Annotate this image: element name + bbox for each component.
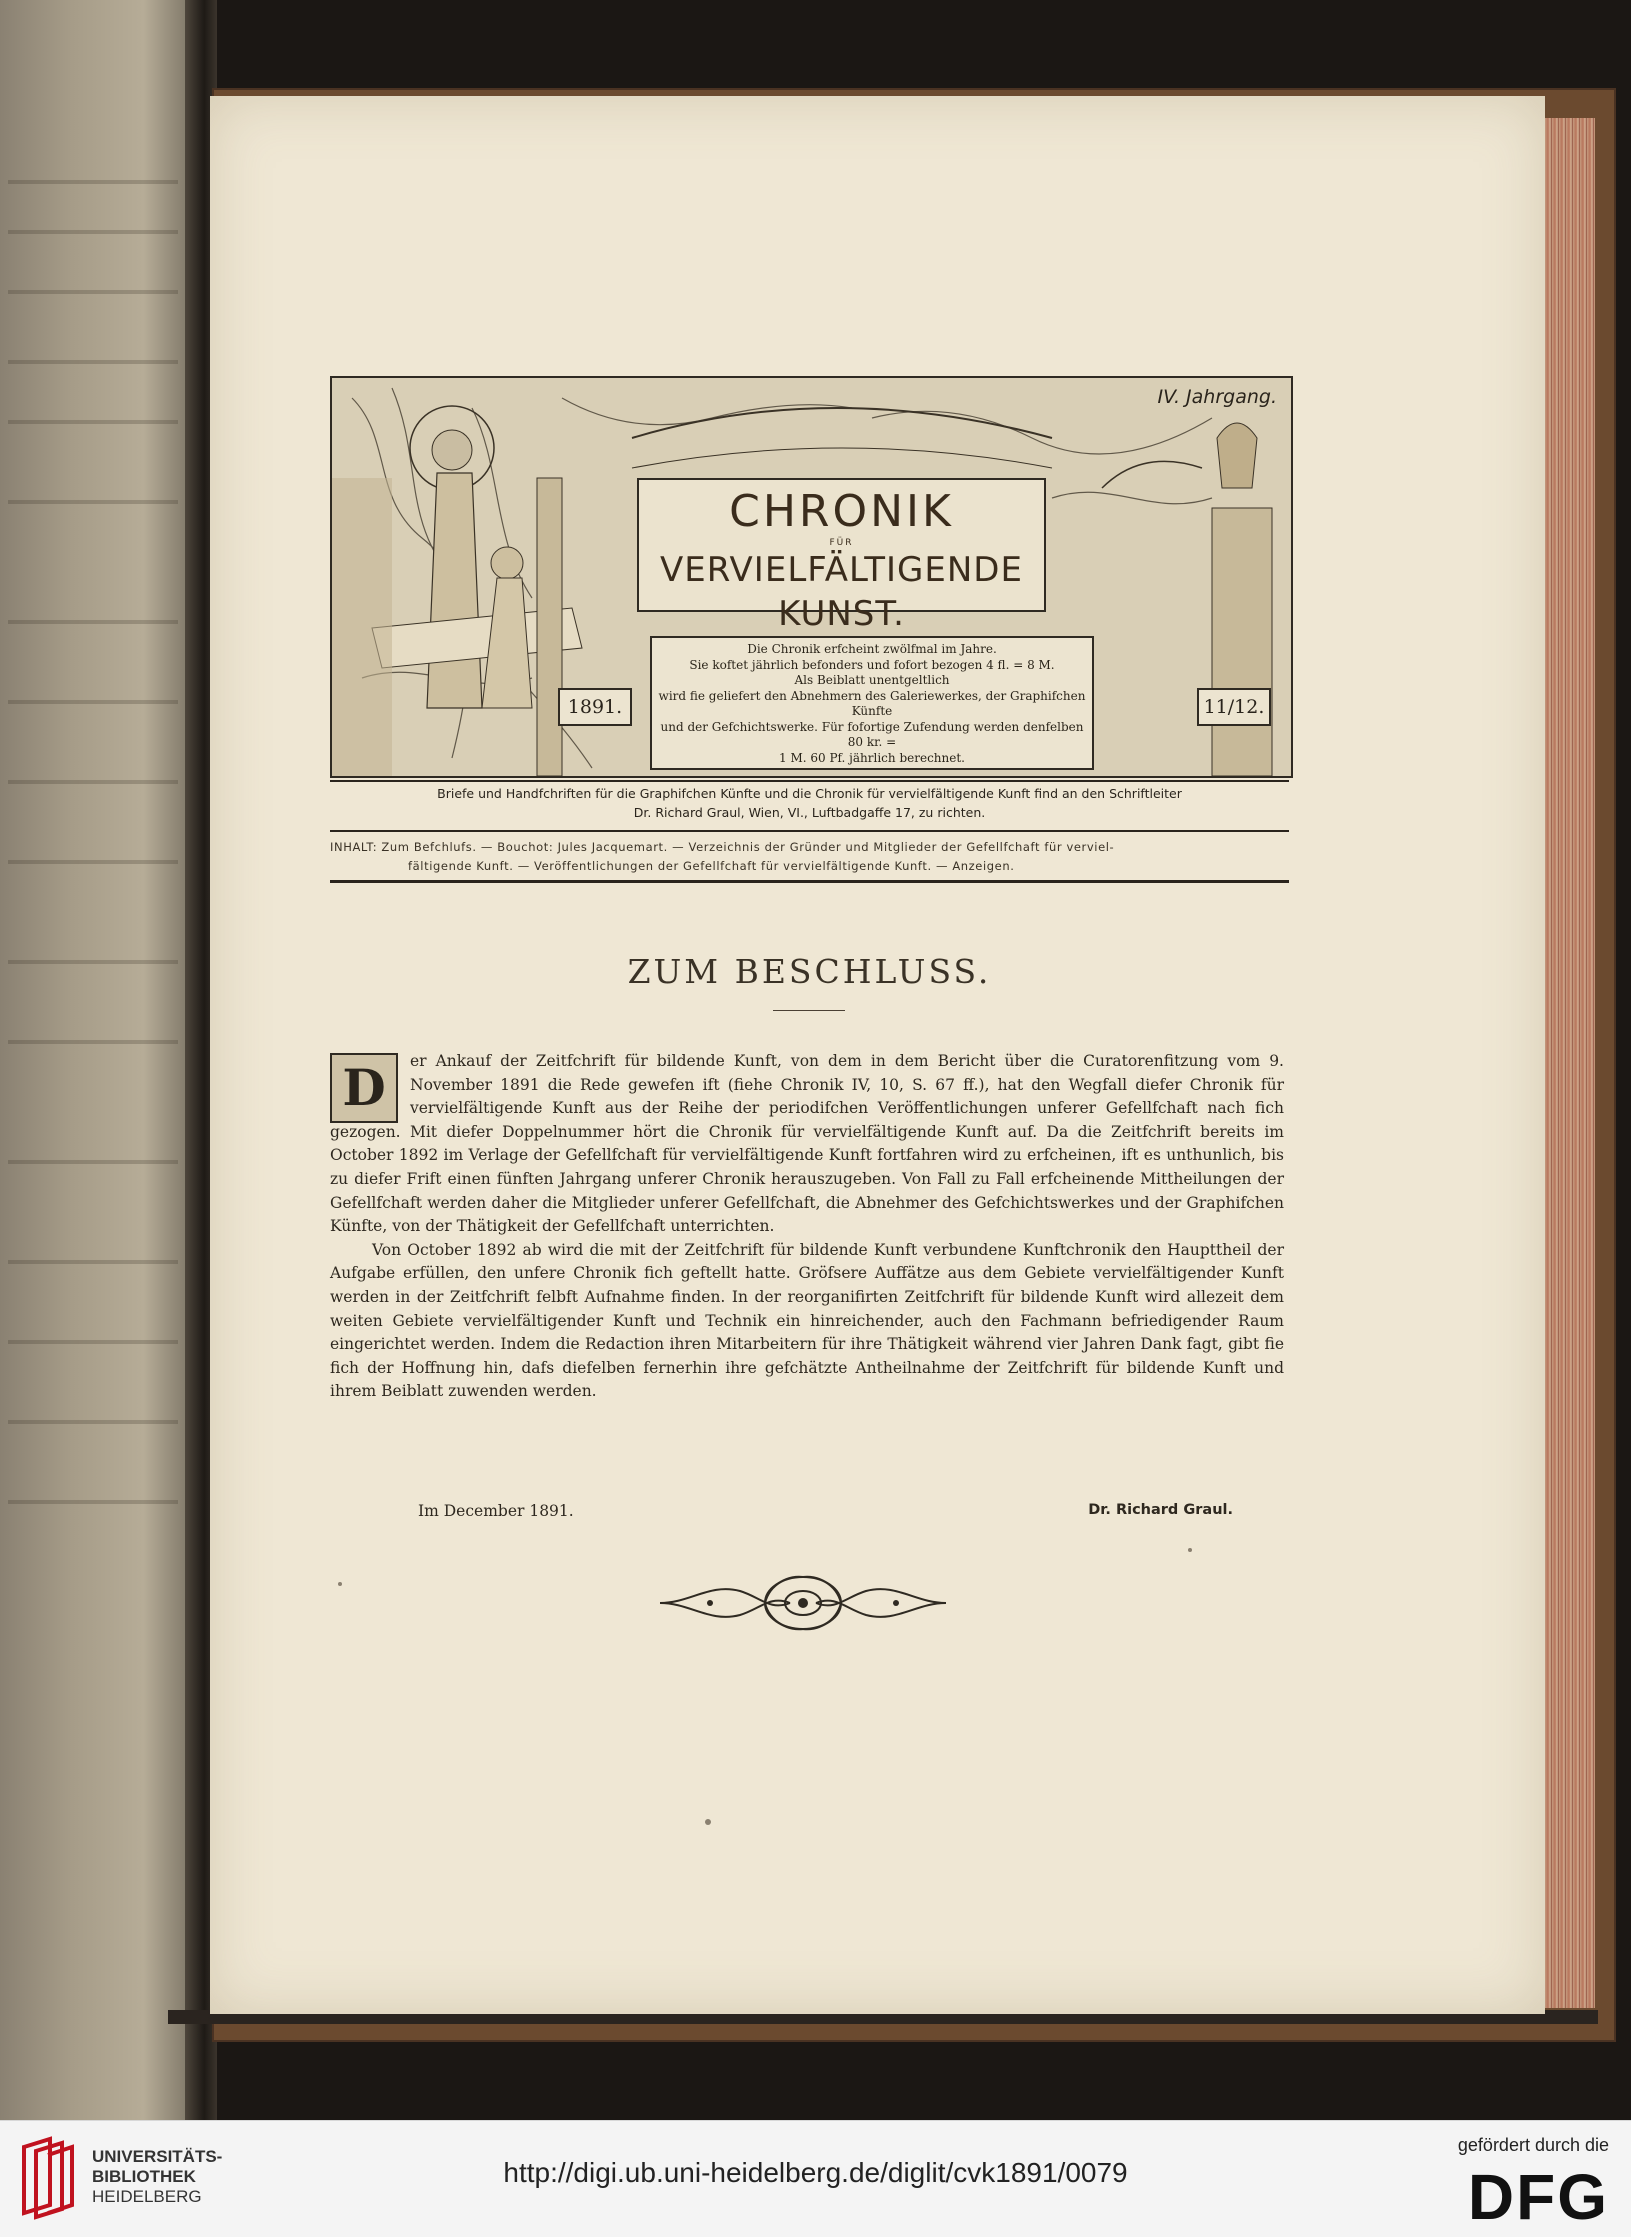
drop-cap: D [330,1053,398,1123]
dfg-logo: DFG [1467,2161,1609,2233]
masthead-title-box [637,478,1046,634]
paragraph: Von October 1892 ab wird die mit der Zeitfchrift für bildende Kunft verbundene Kunftchronik den Haupttheil der Aufgabe erfüllen, den unfere Chronik fich geftellt hatte. Gröfsere Auffätze aus dem Gebiete vervielfältigender Kunft werden in der Zeitfchrift felbft Aufnahme finden. In der reorganifirten Zeitfchrift für bildende Kunft wird allezeit dem weiten Gebiete vervielfältigender Kunft und Technik ein hinreichender, auch den Fachmann befriedigender Raum eingerichtet werden. Indem die Redaction ihren Mitarbeitern für ihre Thätigkeit während vier Jahren Dank fagt, gibt fie fich der Hoffnung hin, dafs diefelben fernerhin ihre gefchätzte Antheilnahme der Zeitfchrift für bildende Kunft und ihrem Beiblatt zuwenden werden. [330,1240,1284,1401]
issue-cartouche: 11/12. [1197,688,1271,726]
paper-speck [338,1582,342,1586]
rule-line [330,880,1289,883]
info-line: und der Gefchichtswerke. Für fofortige Zufendung werden denfelben 80 kr. = [660,719,1084,749]
info-line: 1 M. 60 Pf. jährlich berechnet. [779,750,965,765]
correspondence-line: Dr. Richard Graul, Wien, VI., Luftbadgaffe 17, zu richten. [633,805,986,820]
rule-line [330,780,1289,782]
contents-line: INHALT: Zum Befchlufs. — Bouchot: Jules Jacquemart. — Verzeichnis der Gründer und Mitglieder der Gefellfchaft für verviel- [330,840,1115,854]
library-name-line: BIBLIOTHEK [92,2167,196,2186]
library-name-line: UNIVERSITÄTS- [92,2147,223,2166]
volume-label: IV. Jahrgang. [1157,386,1277,408]
page-edges [1545,118,1595,2008]
title-underline [773,1010,845,1011]
article-body [330,1050,1284,1404]
contents-line: fältigende Kunft. — Veröffentlichungen der Gefellfchaft für vervielfältigende Kunft. — Anzeigen. [408,859,1015,873]
permalink-url[interactable]: http://digi.ub.uni-heidelberg.de/diglit/cvk1891/0079 [503,2157,1128,2188]
masthead-engraving [330,376,1293,778]
article-title: ZUM BESCHLUSS. [627,952,992,991]
correspondence-line: Briefe und Handfchriften für die Graphifchen Künfte und die Chronik für vervielfältigende Kunft find an den Schriftleiter [437,786,1182,801]
info-line: Die Chronik erfcheint zwölfmal im Jahre. [747,642,997,656]
info-line: Sie koftet jährlich befonders und fofort bezogen 4 fl. = 8 M. [689,657,1055,672]
subscription-info [650,636,1094,770]
paper-speck [705,1819,711,1825]
ornament-vignette-icon [650,1563,956,1643]
info-line: wird fie geliefert den Abnehmern des Galeriewerkes, der Graphifchen Künfte [658,688,1086,718]
paragraph [330,1050,1284,1239]
publication-title: CHRONIK [729,486,954,537]
left-page [0,0,205,2120]
author-signature: Dr. Richard Graul. [1088,1502,1233,1518]
footer-bar [0,2120,1631,2237]
info-line: Als Beiblatt unentgeltlich [794,673,950,687]
funding-note: gefördert durch die [1457,2135,1609,2155]
library-name-line: HEIDELBERG [92,2187,202,2206]
dateline: Im December 1891. [418,1502,574,1520]
year-cartouche: 1891. [558,688,632,726]
paragraph-text: er Ankauf der Zeitfchrift für bildende Kunft, von dem in dem Bericht über die Curatorenfitzung vom 9. November 1891 die Rede gewefen ift (fiehe Chronik IV, 10, S. 67 ff.), hat den Wegfall diefer Chronik für vervielfältigende Kunft aus der Reihe der periodifchen Veröffentlichungen unferer Gefellfchaft nach fich gezogen. Mit diefer Doppelnummer hört die Chronik für vervielfältigende Kunft auf. Da die Zeitfchrift bereits im October 1892 im Verlage der Gefellfchaft für vervielfältigende Kunft fortfahren wird zu erfcheinen, ift es unthunlich, bis zu diefer Frift einen fünften Jahrgang unferer Chronik herauszugeben. Von Fall zu Fall erfcheinende Mittheilungen der Gefellfchaft werden daher die Mitglieder unferer Gefellfchaft, die Abnehmer des Gefchichtswerkes und der Graphifchen Künfte, von der Thätigkeit der Gefellfchaft unterrichten. [330,1052,1284,1236]
table-of-contents [330,838,1289,876]
publication-subtitle: VERVIELFÄLTIGENDE KUNST. [660,550,1023,634]
paper-speck [1188,1548,1192,1552]
rule-line [330,830,1289,832]
correspondence-notice [330,784,1289,822]
publication-title-fuer: FÜR [829,538,854,548]
